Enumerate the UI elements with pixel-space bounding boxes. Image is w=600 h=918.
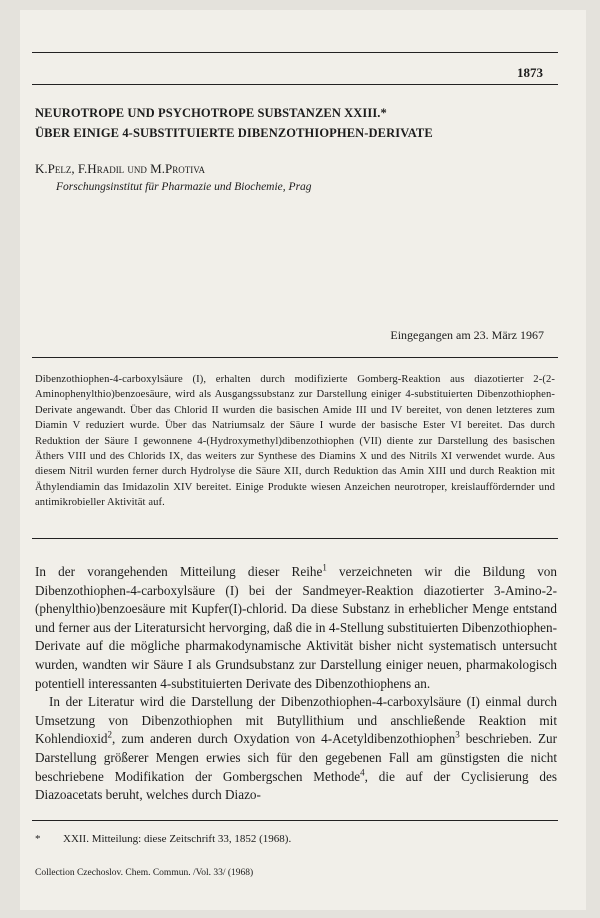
journal-footer: Collection Czechoslov. Chem. Commun. /Vol. 33/ (1968)	[35, 868, 254, 878]
body-text	[35, 563, 557, 805]
title-line-1: NEUROTROPE UND PSYCHOTROPE SUBSTANZEN XXIII.*	[35, 106, 387, 120]
footnote-rule	[32, 820, 558, 821]
article-title	[35, 103, 555, 143]
header-rule-bottom	[32, 84, 558, 85]
footnote-mark: *	[35, 833, 41, 845]
footnote-text: XXII. Mitteilung: diese Zeitschrift 33, 1852 (1968).	[63, 833, 292, 845]
header-rule-top	[32, 52, 558, 53]
abstract-rule-bottom	[32, 538, 558, 539]
paragraph-1: In der vorangehenden Mitteilung dieser Reihe$^1$ verzeichneten wir die Bildung von Dibenzothiophen-4-carboxylsäure (I) bei der Sandmeyer-Reaktion diazotierter 3-Amino-2-(phenylthio)benzoesäure mit Kupfer(I)-chlorid. Da diese Substanz in erheblicher Menge entstand und ferner aus der Literatursicht hervorging, daß die in 4-Stellung substituierten Dibenzothiophen-Derivate auf die mögliche pharmakodynamische Aktivität bisher nicht systematisch untersucht wurden, wandten wir Säure I als Grundsubstanz zur Darstellung einiger neuen, pharmakologisch potentiell interessanten 4-substituierten Derivate des Dibenzothiophens an.	[35, 562, 557, 691]
footnote	[35, 833, 291, 845]
page-number: 1873	[517, 65, 543, 80]
reference-2: 2	[107, 729, 113, 740]
reference-1: 1	[322, 562, 327, 573]
authors: K.Pelz, F.Hradil und M.Protiva	[35, 161, 206, 176]
abstract-rule-top	[32, 357, 558, 358]
reference-3: 3	[455, 729, 460, 740]
journal-page	[20, 10, 586, 910]
received-date: Eingegangen am 23. März 1967	[390, 328, 544, 342]
abstract: Dibenzothiophen-4-carboxylsäure (I), erhalten durch modifizierte Gomberg-Reaktion aus diazotierter 2-(2-Aminophenylthio)benzoesäure, wird als Ausgangssubstanz zur Darstellung einiger 4-substituierten Dibenzothiophen-Derivate angewandt. Über das Chlorid II wurden die basischen Amide III und IV bereitet, von denen letzteres zum Diamin V reduziert wurde. Über das Natriumsalz der Säure I wurde der basische Ester VI bereitet. Das durch Reduktion der Säure I gewonnene 4-(Hydroxymethyl)dibenzothiophen (VII) diente zur Darstellung des basischen Äthers VIII und des Chlorids IX, das weiters zur Synthese des Diamins X und des Nitrils XI verwendet wurde. Aus diesem Nitril wurden ferner durch Hydrolyse die Säure XII, durch Reduktion das Amin XIII und durch Reaktion mit Äthylendiamin das Imidazolin XIV bereitet. Einige Produkte wiesen Anzeichen neurotroper, kreislauffördernder und antimikrobieller Aktivität auf.	[35, 374, 555, 509]
institution: Forschungsinstitut für Pharmazie und Biochemie, Prag	[56, 181, 312, 193]
title-line-2: ÜBER EINIGE 4-SUBSTITUIERTE DIBENZOTHIOPHEN-DERIVATE	[35, 126, 433, 140]
paragraph-2: In der Literatur wird die Darstellung der Dibenzothiophen-4-carboxylsäure (I) einmal durch Umsetzung von Dibenzothiophen mit Butyllithium und anschließende Reaktion mit Kohlendioxid$^2$, zum anderen durch Oxydation von 4-Acetyldibenzothiophen$^3$ beschrieben. Zur Darstellung größerer Mengen erwies sich für den gegebenen Fall am günstigsten die nicht beschriebene Modifikation der Gombergschen Methode$^4$, die auf der Cyclisierung des Diazoacetats beruht, welches durch Diazo-	[35, 694, 557, 803]
reference-4: 4	[360, 767, 365, 778]
